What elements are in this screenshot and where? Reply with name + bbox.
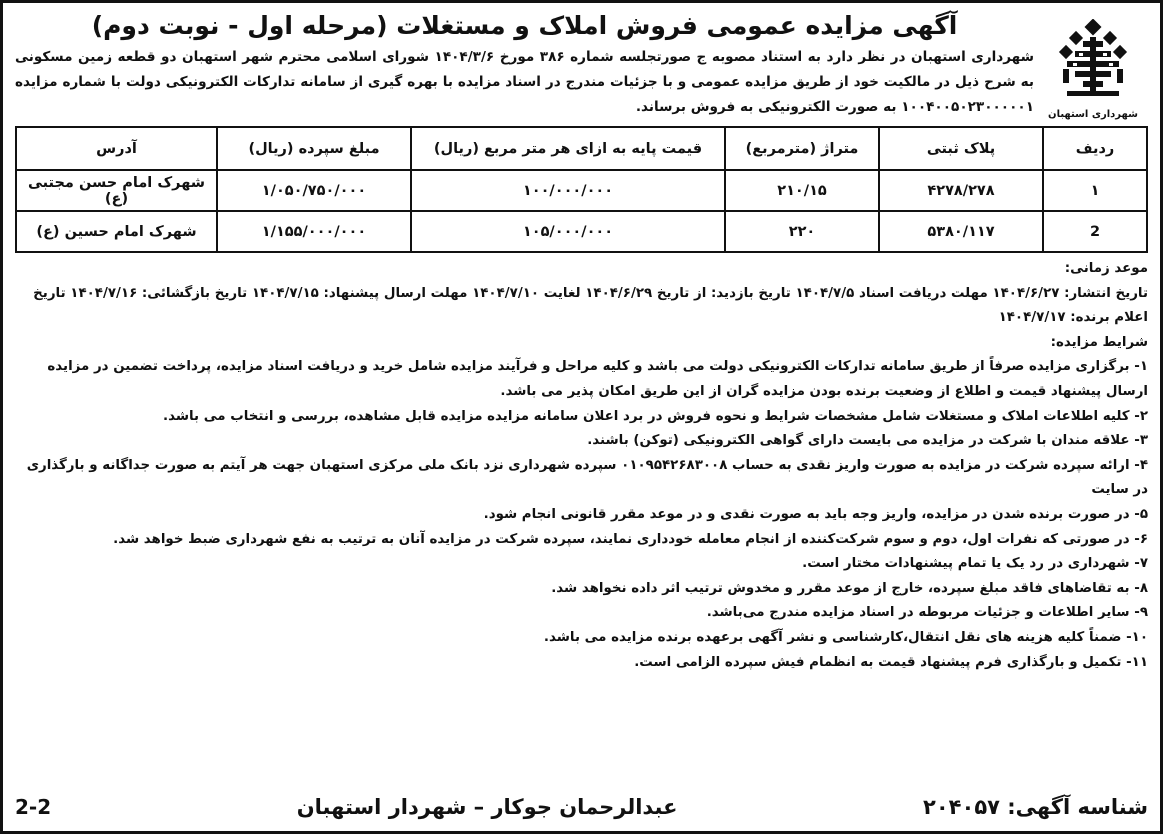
cell-row-number: ۱ — [1043, 170, 1147, 211]
condition-item: ۲- کلیه اطلاعات املاک و مستغلات شامل مشخصات شرایط و نحوه فروش در برد اعلان سامانه مزایده مزایده قابل مشاهده، بررسی و انتخاب می باشد. — [163, 408, 1148, 424]
schedule-text: تاریخ انتشار: ۱۴۰۴/۶/۲۷ مهلت دریافت اسناد ۱۴۰۴/۷/۵ تاریخ بازدید: از تاریخ ۱۴۰۴/۶/۲۹ لغایت ۱۴۰۴/۷/۱۰ مهلت ارسال پیشنهاد: ۱۴۰۴/۷/۱۵ تاریخ بازگشائی: ۱۴۰۴/۷/۱۶ تاریخ اعلام برنده: ۱۴۰۴/۷/۱۷ — [33, 285, 1148, 326]
condition-item: ۱۰- ضمناً کلیه هزینه های نقل انتقال،کارشناسی و نشر آگهی برعهده برنده مزایده می باشد. — [543, 629, 1148, 645]
logo-caption: شهرداری استهبان — [1048, 109, 1138, 120]
schedule-heading: موعد زمانی: — [1064, 261, 1148, 276]
cell-area: ۲۲۰ — [725, 211, 879, 252]
page-code: 2-2 — [15, 795, 52, 819]
condition-item: ۵- در صورت برنده شدن در مزایده، واریز وجه باید به صورت نقدی و در موعد مقرر قانونی انجام شود. — [483, 506, 1148, 522]
notice-footer — [15, 789, 1148, 825]
header-main — [15, 9, 1038, 120]
notice-intro: شهرداری استهبان در نظر دارد به استناد مصوبه ج صورتجلسه شماره ۳۸۶ مورخ ۱۴۰۴/۳/۶ شورای اسلامی محترم شهر استهبان دو قطعه زمین مسکونی به شرح ذیل در مالکیت خود از طریق مزایده عمومی و با جزئیات مندرج در اسناد مزایده با بهره گیری از سامانه تدارکات الکترونیکی دولت با شماره مزایده ۱۰۰۴۰۰۵۰۲۳۰۰۰۰۰۱ به صورت الکترونیکی به فروش برساند. — [15, 49, 1035, 115]
col-plate: پلاک ثبتی — [879, 127, 1043, 170]
condition-item: ۷- شهرداری در رد یک یا تمام پیشنهادات مختار است. — [802, 556, 1148, 572]
col-address: آدرس — [16, 127, 217, 170]
conditions-heading: شرایط مزایده: — [1050, 334, 1148, 350]
condition-item: ۱۱- تکمیل و بارگذاری فرم پیشنهاد قیمت به انظمام فیش سپرده الزامی است. — [634, 654, 1148, 670]
notice-title: آگهی مزایده عمومی فروش املاک و مستغلات (مرحله اول - نوبت دوم) — [91, 11, 958, 40]
notice-body — [15, 257, 1148, 675]
condition-item: ۶- در صورتی که نفرات اول، دوم و سوم شرکت‌کننده از انجام معامله خودداری نمایند، سپرده شرکت در مزایده آنان به ترتیب به نفع شهرداری ضبط خواهد شد. — [113, 531, 1148, 547]
col-base-price: قیمت پایه به ازای هر متر مربع (ریال) — [411, 127, 725, 170]
logo-emblem-icon — [1057, 19, 1129, 107]
col-row-number: ردیف — [1043, 127, 1147, 170]
condition-item: ۹- سایر اطلاعات و جزئیات مربوطه در اسناد مزایده مندرج می‌باشد. — [706, 605, 1148, 621]
cell-base-price: ۱۰۰/۰۰۰/۰۰۰ — [411, 170, 725, 211]
condition-item: ۳- علاقه مندان با شرکت در مزایده می بایست دارای گواهی الکترونیکی (توکن) باشند. — [587, 433, 1148, 449]
condition-item: ۱- برگزاری مزایده صرفاً از طریق سامانه تدارکات الکترونیکی دولت می باشد و کلیه مراحل و فرآیند مزایده شامل خرید و دریافت اسناد مزایده، پرداخت تضمین در مزایده ارسال پیشنهاد قیمت و اطلاع از وضعیت برنده بودن مزایده گران از این طریق امکان پذیر می باشد. — [47, 359, 1148, 399]
cell-plate: ۵۳۸۰/۱۱۷ — [879, 211, 1043, 252]
table-row — [16, 211, 1147, 252]
table-header-row — [16, 127, 1147, 170]
signature: عبدالرحمان جوکار – شهردار استهبان — [296, 795, 678, 819]
col-area: متراژ (مترمربع) — [725, 127, 879, 170]
table-row — [16, 170, 1147, 211]
cell-address: شهرک امام حسن مجتبی (ع) — [16, 170, 217, 211]
cell-row-number: 2 — [1043, 211, 1147, 252]
cell-deposit: ۱/۱۵۵/۰۰۰/۰۰۰ — [217, 211, 411, 252]
condition-item: ۴- ارائه سپرده شرکت در مزایده به صورت واریز نقدی به حساب ۰۱۰۹۵۴۲۶۸۳۰۰۸ سپرده شهرداری نزد بانک ملی مرکزی استهبان جهت هر آیتم به صورت جداگانه و بارگذاری در سایت — [26, 457, 1148, 498]
cell-base-price: ۱۰۵/۰۰۰/۰۰۰ — [411, 211, 725, 252]
condition-item: ۸- به تقاضاهای فاقد مبلغ سپرده، خارج از موعد مقرر و مخدوش ترتیب اثر داده نخواهد شد. — [551, 580, 1148, 596]
notice-header — [15, 9, 1148, 120]
lots-table — [15, 126, 1148, 253]
ad-id: شناسه آگهی: ۲۰۴۰۵۷ — [923, 795, 1148, 819]
cell-deposit: ۱/۰۵۰/۷۵۰/۰۰۰ — [217, 170, 411, 211]
col-deposit: مبلغ سپرده (ریال) — [217, 127, 411, 170]
municipality-logo — [1038, 19, 1148, 120]
cell-address: شهرک امام حسین (ع) — [16, 211, 217, 252]
cell-area: ۲۱۰/۱۵ — [725, 170, 879, 211]
cell-plate: ۴۲۷۸/۲۷۸ — [879, 170, 1043, 211]
